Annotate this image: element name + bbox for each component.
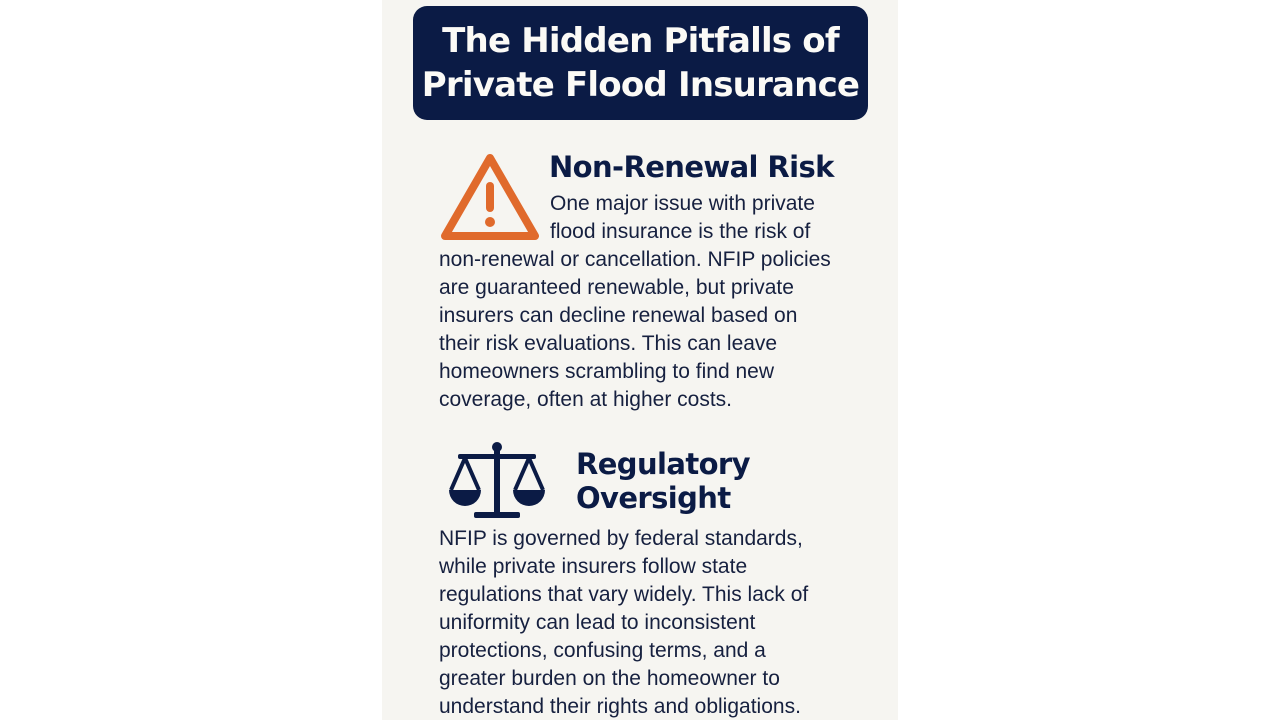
body-line: One major issue with private (550, 192, 815, 215)
body-line: while private insurers follow state (439, 555, 748, 578)
body-line: regulations that vary widely. This lack of (439, 583, 809, 606)
title-line: Private Flood Insurance (421, 65, 860, 105)
body-line: non-renewal or cancellation. NFIP policies (439, 248, 831, 271)
section-heading-regulatory: Oversight (576, 481, 731, 515)
body-line: greater burden on the homeowner to (439, 667, 780, 690)
body-line: insurers can decline renewal based on (439, 304, 798, 327)
body-line: coverage, often at higher costs. (439, 388, 733, 411)
section-heading-non-renewal: Non-Renewal Risk (549, 150, 834, 184)
body-line: NFIP is governed by federal standards, (439, 527, 803, 550)
warning-triangle-icon (440, 152, 540, 242)
scales-of-justice-icon (448, 442, 548, 520)
body-line: understand their rights and obligations. (439, 695, 801, 718)
body-line: their risk evaluations. This can leave (439, 332, 778, 355)
body-line: are guaranteed renewable, but private (439, 276, 794, 299)
body-line: homeowners scrambling to find new (439, 360, 774, 383)
body-line: protections, confusing terms, and a (439, 639, 766, 662)
title-banner (413, 6, 868, 120)
section-heading-regulatory: Regulatory (576, 447, 750, 481)
body-line: uniformity can lead to inconsistent (439, 611, 756, 634)
body-line: flood insurance is the risk of (550, 220, 811, 243)
title-line: The Hidden Pitfalls of (442, 21, 839, 61)
